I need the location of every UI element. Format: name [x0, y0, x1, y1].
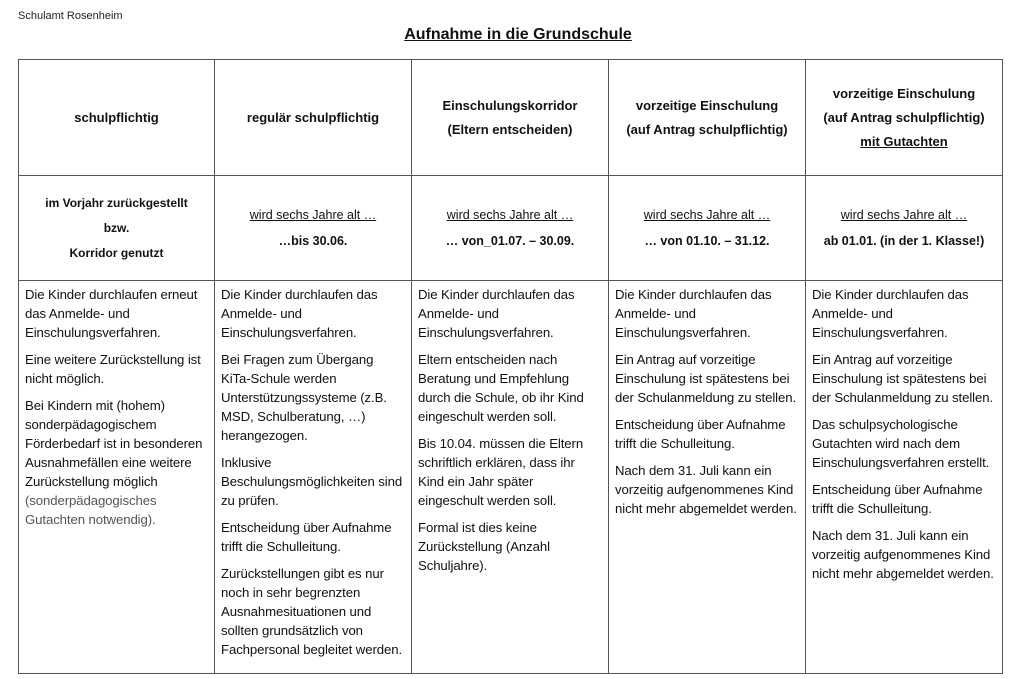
heading-cell	[412, 60, 609, 176]
heading-cell	[806, 60, 1003, 176]
age-range: ab 01.01. (in der 1. Klasse!)	[823, 234, 985, 248]
details-cell	[215, 281, 412, 674]
criteria-row	[19, 176, 1003, 281]
detail-paragraph: Entscheidung über Aufnahme trifft die Schulleitung.	[221, 520, 392, 554]
detail-paragraph: Die Kinder durchlaufen das Anmelde- und Einschulungsverfahren.	[221, 287, 378, 340]
detail-paragraph	[25, 396, 208, 529]
details-cell	[806, 281, 1003, 674]
detail-note: (sonderpädagogisches Gutachten notwendig).	[25, 493, 157, 527]
detail-paragraph: Bei Fragen zum Übergang KiTa-Schule werden Unterstützungssysteme (z.B. MSD, Schulberatung, …) herangezogen.	[221, 352, 387, 443]
detail-paragraph: Entscheidung über Aufnahme trifft die Schulleitung.	[812, 482, 983, 516]
age-label: wird sechs Jahre alt …	[840, 208, 968, 222]
heading-subtext: (Eltern entscheiden)	[447, 121, 573, 137]
criteria-cell	[215, 176, 412, 281]
heading-underlined-text: mit Gutachten	[860, 133, 948, 149]
heading-row	[19, 60, 1003, 176]
details-row	[19, 281, 1003, 674]
age-range: … von_01.07. – 30.09.	[445, 234, 575, 248]
criteria-line: Korridor genutzt	[69, 245, 164, 260]
detail-paragraph: Zurückstellungen gibt es nur noch in sehr begrenzten Ausnahmesituationen und sollten grundsätzlich von Fachpersonal begleitet werden.	[221, 566, 403, 657]
detail-paragraph: Nach dem 31. Juli kann ein vorzeitig aufgenommenes Kind nicht mehr abgemeldet werden.	[615, 463, 797, 516]
detail-paragraph: Nach dem 31. Juli kann ein vorzeitig aufgenommenes Kind nicht mehr abgemeldet werden.	[812, 528, 994, 581]
detail-paragraph: Bis 10.04. müssen die Eltern schriftlich erklären, dass ihr Kind ein Jahr später eingeschult werden soll.	[418, 436, 584, 508]
age-range: … von 01.10. – 31.12.	[644, 234, 770, 248]
detail-paragraph: Formal ist dies keine Zurückstellung (Anzahl Schuljahre).	[418, 520, 550, 573]
details-cell	[609, 281, 806, 674]
detail-paragraph: Die Kinder durchlaufen das Anmelde- und Einschulungsverfahren.	[615, 287, 772, 340]
heading-text: regulär schulpflichtig	[246, 109, 380, 125]
heading-cell	[19, 60, 215, 176]
heading-subtext: (auf Antrag schulpflichtig)	[823, 109, 985, 125]
age-range: …bis 30.06.	[278, 234, 348, 248]
details-cell	[19, 281, 215, 674]
page-title: Aufnahme in die Grundschule	[404, 26, 632, 43]
age-label: wird sechs Jahre alt …	[446, 208, 574, 222]
issuing-office: Schulamt Rosenheim	[18, 10, 123, 22]
criteria-cell	[19, 176, 215, 281]
detail-paragraph: Eine weitere Zurückstellung ist nicht möglich.	[25, 352, 201, 386]
detail-paragraph: Entscheidung über Aufnahme trifft die Schulleitung.	[615, 417, 786, 451]
detail-paragraph: Inklusive Beschulungsmöglichkeiten sind zu prüfen.	[221, 455, 403, 508]
detail-paragraph: Ein Antrag auf vorzeitige Einschulung ist spätestens bei der Schulanmeldung zu stellen.	[615, 352, 797, 405]
age-label: wird sechs Jahre alt …	[643, 208, 771, 222]
heading-subtext: (auf Antrag schulpflichtig)	[626, 121, 788, 137]
heading-cell	[609, 60, 806, 176]
admission-table	[18, 59, 1003, 674]
detail-paragraph: Eltern entscheiden nach Beratung und Empfehlung durch die Schule, ob ihr Kind eingeschult werden soll.	[418, 352, 584, 424]
detail-paragraph: Die Kinder durchlaufen das Anmelde- und Einschulungsverfahren.	[812, 287, 969, 340]
details-cell	[412, 281, 609, 674]
heading-text: schulpflichtig	[74, 109, 159, 125]
detail-paragraph: Ein Antrag auf vorzeitige Einschulung ist spätestens bei der Schulanmeldung zu stellen.	[812, 352, 994, 405]
heading-text: Einschulungskorridor	[442, 97, 578, 113]
criteria-line: bzw.	[103, 220, 130, 235]
criteria-cell	[412, 176, 609, 281]
heading-text: vorzeitige Einschulung	[832, 85, 976, 101]
detail-paragraph: Die Kinder durchlaufen erneut das Anmelde- und Einschulungsverfahren.	[25, 287, 198, 340]
criteria-cell	[806, 176, 1003, 281]
criteria-cell	[609, 176, 806, 281]
criteria-line: im Vorjahr zurückgestellt	[45, 195, 188, 210]
heading-text: vorzeitige Einschulung	[635, 97, 779, 113]
age-label: wird sechs Jahre alt …	[249, 208, 377, 222]
heading-cell	[215, 60, 412, 176]
detail-paragraph: Die Kinder durchlaufen das Anmelde- und Einschulungsverfahren.	[418, 287, 575, 340]
detail-paragraph: Das schulpsychologische Gutachten wird nach dem Einschulungsverfahren erstellt.	[812, 417, 990, 470]
detail-text: Bei Kindern mit (hohem) sonderpädagogischem Förderbedarf ist in besonderen Ausnahmefällen eine weitere Zurückstellung möglich	[25, 398, 203, 489]
